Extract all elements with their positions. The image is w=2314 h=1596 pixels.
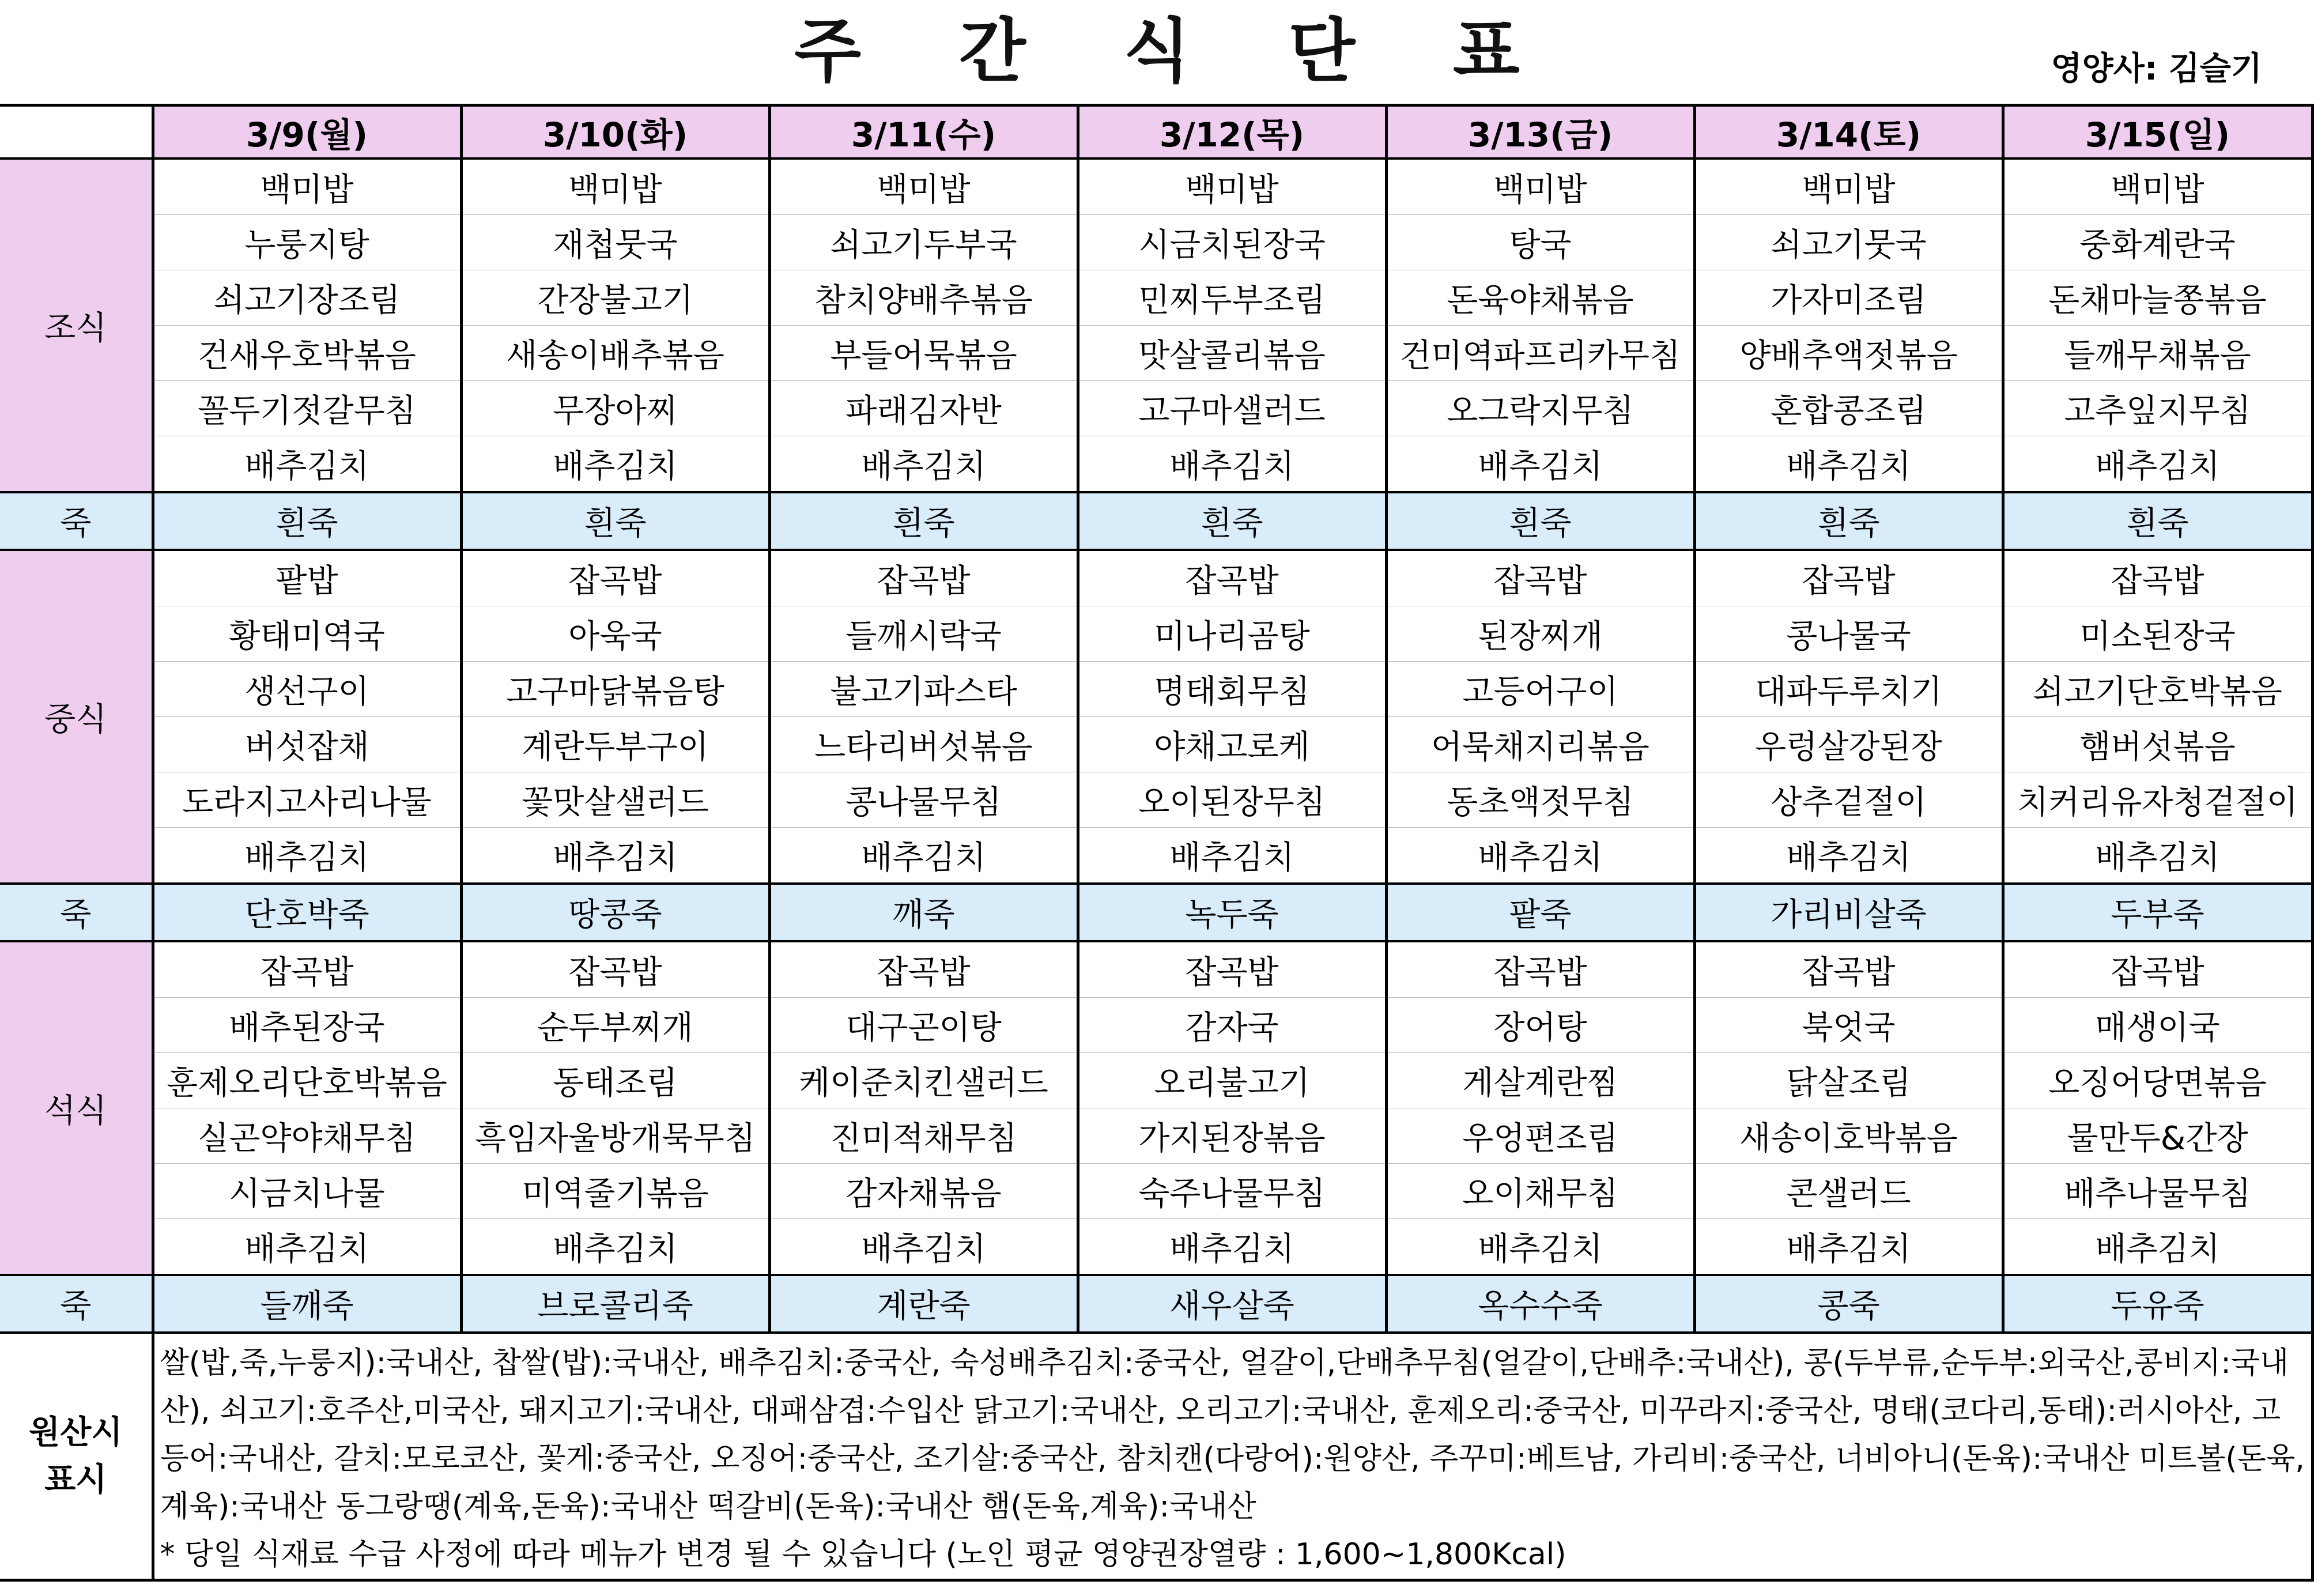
menu-cell: 배추김치 <box>1386 828 1694 884</box>
menu-cell: 잡곡밥 <box>2003 941 2312 998</box>
menu-cell: 황태미역국 <box>153 606 461 662</box>
meal-item-row <box>0 436 2312 493</box>
meal-item-row <box>0 662 2312 717</box>
menu-cell: 배추김치 <box>2003 1219 2312 1276</box>
menu-cell: 훈제오리단호박볶음 <box>153 1053 461 1108</box>
menu-cell: 버섯잡채 <box>153 717 461 772</box>
meal-label: 석식 <box>0 941 153 1275</box>
menu-cell: 배추김치 <box>769 436 1078 493</box>
menu-cell: 콩죽 <box>1694 1275 2003 1333</box>
menu-cell: 시금치나물 <box>153 1164 461 1219</box>
meal-item-row <box>0 606 2312 662</box>
menu-cell: 간장불고기 <box>461 270 769 326</box>
menu-cell: 동초액젓무침 <box>1386 772 1694 828</box>
menu-cell: 오징어당면볶음 <box>2003 1053 2312 1108</box>
meal-item-row <box>0 1219 2312 1276</box>
menu-cell: 배추김치 <box>2003 828 2312 884</box>
meal-item-row <box>0 1108 2312 1164</box>
menu-cell: 무장아찌 <box>461 381 769 436</box>
day-header: 3/11(수) <box>769 105 1078 159</box>
menu-cell: 흰죽 <box>1694 492 2003 550</box>
meal-label: 조식 <box>0 159 153 492</box>
menu-cell: 물만두&간장 <box>2003 1108 2312 1164</box>
menu-cell: 새송이호박볶음 <box>1694 1108 2003 1164</box>
menu-cell: 상추겉절이 <box>1694 772 2003 828</box>
menu-cell: 백미밥 <box>769 159 1078 215</box>
menu-cell: 시금치된장국 <box>1078 215 1386 270</box>
menu-cell: 진미적채무침 <box>769 1108 1078 1164</box>
origin-label-line1: 원산시 <box>29 1413 123 1451</box>
menu-cell: 배추김치 <box>769 828 1078 884</box>
menu-cell: 중화계란국 <box>2003 215 2312 270</box>
menu-cell: 흑임자울방개묵무침 <box>461 1108 769 1164</box>
menu-cell: 어묵채지리볶음 <box>1386 717 1694 772</box>
menu-cell: 백미밥 <box>2003 159 2312 215</box>
menu-cell: 배추김치 <box>461 1219 769 1276</box>
menu-cell: 미소된장국 <box>2003 606 2312 662</box>
menu-cell: 배추김치 <box>153 828 461 884</box>
menu-cell: 잡곡밥 <box>1386 941 1694 998</box>
menu-cell: 배추김치 <box>769 1219 1078 1276</box>
menu-cell: 콩나물국 <box>1694 606 2003 662</box>
menu-cell: 녹두죽 <box>1078 884 1386 941</box>
menu-cell: 잡곡밥 <box>1078 550 1386 606</box>
menu-cell: 계란죽 <box>769 1275 1078 1333</box>
menu-cell: 백미밥 <box>1386 159 1694 215</box>
menu-cell: 느타리버섯볶음 <box>769 717 1078 772</box>
porridge-row <box>0 884 2312 941</box>
menu-cell: 배추김치 <box>1386 436 1694 493</box>
menu-cell: 고구마닭볶음탕 <box>461 662 769 717</box>
menu-cell: 배추김치 <box>1694 1219 2003 1276</box>
menu-cell: 잡곡밥 <box>769 550 1078 606</box>
meal-item-row <box>0 941 2312 998</box>
menu-cell: 들깨무채볶음 <box>2003 326 2312 381</box>
menu-cell: 돈육야채볶음 <box>1386 270 1694 326</box>
menu-cell: 가리비살죽 <box>1694 884 2003 941</box>
menu-cell: 숙주나물무침 <box>1078 1164 1386 1219</box>
menu-cell: 배추김치 <box>2003 436 2312 493</box>
menu-cell: 백미밥 <box>1078 159 1386 215</box>
menu-cell: 배추김치 <box>461 828 769 884</box>
menu-cell: 아욱국 <box>461 606 769 662</box>
menu-cell: 된장찌개 <box>1386 606 1694 662</box>
menu-cell: 건새우호박볶음 <box>153 326 461 381</box>
menu-cell: 우렁살강된장 <box>1694 717 2003 772</box>
menu-cell: 감자국 <box>1078 998 1386 1053</box>
menu-cell: 잡곡밥 <box>1694 550 2003 606</box>
menu-cell: 쇠고기뭇국 <box>1694 215 2003 270</box>
menu-cell: 잡곡밥 <box>153 941 461 998</box>
menu-cell: 양배추액젓볶음 <box>1694 326 2003 381</box>
menu-cell: 민찌두부조림 <box>1078 270 1386 326</box>
meal-item-row <box>0 381 2312 436</box>
menu-cell: 깨죽 <box>769 884 1078 941</box>
meal-item-row <box>0 998 2312 1053</box>
menu-cell: 잡곡밥 <box>1078 941 1386 998</box>
menu-cell: 잡곡밥 <box>769 941 1078 998</box>
meal-item-row <box>0 215 2312 270</box>
meal-item-row <box>0 717 2312 772</box>
menu-cell: 우엉편조림 <box>1386 1108 1694 1164</box>
menu-cell: 케이준치킨샐러드 <box>769 1053 1078 1108</box>
menu-cell: 실곤약야채무침 <box>153 1108 461 1164</box>
menu-cell: 브로콜리죽 <box>461 1275 769 1333</box>
meal-item-row <box>0 270 2312 326</box>
menu-cell: 계란두부구이 <box>461 717 769 772</box>
menu-cell: 참치양배추볶음 <box>769 270 1078 326</box>
menu-cell: 백미밥 <box>153 159 461 215</box>
menu-cell: 고구마샐러드 <box>1078 381 1386 436</box>
porridge-label: 죽 <box>0 1275 153 1333</box>
day-header: 3/10(화) <box>461 105 769 159</box>
menu-cell: 팥밥 <box>153 550 461 606</box>
menu-cell: 흰죽 <box>153 492 461 550</box>
menu-cell: 쇠고기단호박볶음 <box>2003 662 2312 717</box>
menu-cell: 팥죽 <box>1386 884 1694 941</box>
porridge-label: 죽 <box>0 884 153 941</box>
origin-text: 쌀(밥,죽,누룽지):국내산, 찹쌀(밥):국내산, 배추김치:중국산, 숙성배추김치:중국산, 얼갈이,단배추무침(얼갈이,단배추:국내산), 콩(두부류,순두부:외국산,콩비지:국내산), 쇠고기:호주산,미국산, 돼지고기:국내산, 대패삼겹:수입산 닭고기:국내산, 오리고기:국내산, 훈제오리:중국산, 미꾸라지:중국산, 명태(코다리,동태):러시아산, 고등어:국내산, 갈치:모로코산, 꽃게:중국산, 오징어:중국산, 조기살:중국산, 참치캔(다랑어):원양산, 주꾸미:베트남, 가리비:중국산, 너비아니(돈육):국내산 미트볼(돈육,계육):국내산 동그랑땡(계육,돈육):국내산 떡갈비(돈육):국내산 햄(돈육,계육):국내산 <box>160 1346 2305 1524</box>
nutritionist-label: 영양사: 김슬기 <box>2051 50 2262 88</box>
menu-cell: 두유죽 <box>2003 1275 2312 1333</box>
menu-cell: 미역줄기볶음 <box>461 1164 769 1219</box>
origin-label-line2: 표시 <box>44 1461 107 1499</box>
menu-cell: 고추잎지무침 <box>2003 381 2312 436</box>
menu-change-notice: * 당일 식재료 수급 사정에 따라 메뉴가 변경 될 수 있습니다 (노인 평균 영양권장열량 : 1,600~1,800Kcal) <box>160 1537 1566 1572</box>
meal-item-row <box>0 1053 2312 1108</box>
menu-cell: 치커리유자청겉절이 <box>2003 772 2312 828</box>
menu-cell: 배추김치 <box>1694 828 2003 884</box>
menu-cell: 누룽지탕 <box>153 215 461 270</box>
day-header: 3/9(월) <box>153 105 461 159</box>
origin-row <box>0 1333 2312 1580</box>
menu-cell: 두부죽 <box>2003 884 2312 941</box>
menu-cell: 혼합콩조림 <box>1694 381 2003 436</box>
menu-cell: 쇠고기장조림 <box>153 270 461 326</box>
menu-cell: 햄버섯볶음 <box>2003 717 2312 772</box>
menu-cell: 돈채마늘쫑볶음 <box>2003 270 2312 326</box>
porridge-row <box>0 1275 2312 1333</box>
menu-cell: 고등어구이 <box>1386 662 1694 717</box>
menu-cell: 쇠고기두부국 <box>769 215 1078 270</box>
menu-cell: 꼴두기젓갈무침 <box>153 381 461 436</box>
menu-cell: 야채고로케 <box>1078 717 1386 772</box>
menu-cell: 부들어묵볶음 <box>769 326 1078 381</box>
porridge-row <box>0 492 2312 550</box>
menu-cell: 건미역파프리카무침 <box>1386 326 1694 381</box>
menu-cell: 배추김치 <box>1386 1219 1694 1276</box>
origin-info <box>153 1333 2312 1580</box>
menu-cell: 장어탕 <box>1386 998 1694 1053</box>
day-header: 3/12(목) <box>1078 105 1386 159</box>
menu-cell: 가지된장볶음 <box>1078 1108 1386 1164</box>
menu-cell: 도라지고사리나물 <box>153 772 461 828</box>
menu-cell: 감자채볶음 <box>769 1164 1078 1219</box>
menu-cell: 콘샐러드 <box>1694 1164 2003 1219</box>
day-header: 3/14(토) <box>1694 105 2003 159</box>
meal-label: 중식 <box>0 550 153 884</box>
header-corner <box>0 105 153 159</box>
menu-cell: 배추김치 <box>153 1219 461 1276</box>
porridge-label: 죽 <box>0 492 153 550</box>
menu-cell: 오이채무침 <box>1386 1164 1694 1219</box>
menu-cell: 백미밥 <box>461 159 769 215</box>
menu-cell: 탕국 <box>1386 215 1694 270</box>
menu-cell: 동태조림 <box>461 1053 769 1108</box>
menu-cell: 땅콩죽 <box>461 884 769 941</box>
menu-body <box>0 159 2312 1580</box>
menu-cell: 흰죽 <box>461 492 769 550</box>
menu-cell: 새우살죽 <box>1078 1275 1386 1333</box>
day-header: 3/13(금) <box>1386 105 1694 159</box>
menu-cell: 배추김치 <box>1694 436 2003 493</box>
menu-cell: 가자미조림 <box>1694 270 2003 326</box>
menu-cell: 잡곡밥 <box>461 550 769 606</box>
origin-label <box>0 1333 153 1580</box>
menu-cell: 오리불고기 <box>1078 1053 1386 1108</box>
day-header-row <box>0 105 2312 159</box>
menu-cell: 잡곡밥 <box>1386 550 1694 606</box>
menu-cell: 새송이배추볶음 <box>461 326 769 381</box>
menu-cell: 미나리곰탕 <box>1078 606 1386 662</box>
menu-cell: 흰죽 <box>1386 492 1694 550</box>
meal-item-row <box>0 1164 2312 1219</box>
menu-cell: 배추된장국 <box>153 998 461 1053</box>
menu-cell: 생선구이 <box>153 662 461 717</box>
meal-item-row <box>0 828 2312 884</box>
menu-cell: 콩나물무침 <box>769 772 1078 828</box>
menu-cell: 재첩뭇국 <box>461 215 769 270</box>
menu-cell: 잡곡밥 <box>2003 550 2312 606</box>
menu-cell: 매생이국 <box>2003 998 2312 1053</box>
menu-cell: 파래김자반 <box>769 381 1078 436</box>
menu-cell: 백미밥 <box>1694 159 2003 215</box>
meal-item-row <box>0 772 2312 828</box>
menu-cell: 오이된장무침 <box>1078 772 1386 828</box>
menu-cell: 배추김치 <box>153 436 461 493</box>
meal-item-row <box>0 326 2312 381</box>
menu-cell: 순두부찌개 <box>461 998 769 1053</box>
menu-cell: 배추김치 <box>461 436 769 493</box>
menu-cell: 대구곤이탕 <box>769 998 1078 1053</box>
menu-cell: 대파두루치기 <box>1694 662 2003 717</box>
menu-cell: 흰죽 <box>769 492 1078 550</box>
menu-cell: 들깨죽 <box>153 1275 461 1333</box>
meal-item-row <box>0 550 2312 606</box>
page-title: 주 간 식 단 표 <box>794 12 1557 92</box>
menu-cell: 불고기파스타 <box>769 662 1078 717</box>
menu-cell: 잡곡밥 <box>1694 941 2003 998</box>
menu-cell: 오그락지무침 <box>1386 381 1694 436</box>
meal-item-row <box>0 159 2312 215</box>
menu-cell: 북엇국 <box>1694 998 2003 1053</box>
menu-cell: 흰죽 <box>2003 492 2312 550</box>
menu-cell: 배추나물무침 <box>2003 1164 2312 1219</box>
menu-cell: 맛살콜리볶음 <box>1078 326 1386 381</box>
menu-cell: 배추김치 <box>1078 828 1386 884</box>
menu-cell: 꽃맛살샐러드 <box>461 772 769 828</box>
menu-cell: 흰죽 <box>1078 492 1386 550</box>
menu-cell: 닭살조림 <box>1694 1053 2003 1108</box>
day-header: 3/15(일) <box>2003 105 2312 159</box>
menu-cell: 잡곡밥 <box>461 941 769 998</box>
menu-cell: 들깨시락국 <box>769 606 1078 662</box>
menu-cell: 배추김치 <box>1078 1219 1386 1276</box>
menu-cell: 명태회무침 <box>1078 662 1386 717</box>
menu-cell: 게살계란찜 <box>1386 1053 1694 1108</box>
menu-cell: 단호박죽 <box>153 884 461 941</box>
weekly-menu-table <box>0 104 2314 1582</box>
menu-cell: 옥수수죽 <box>1386 1275 1694 1333</box>
menu-cell: 배추김치 <box>1078 436 1386 493</box>
